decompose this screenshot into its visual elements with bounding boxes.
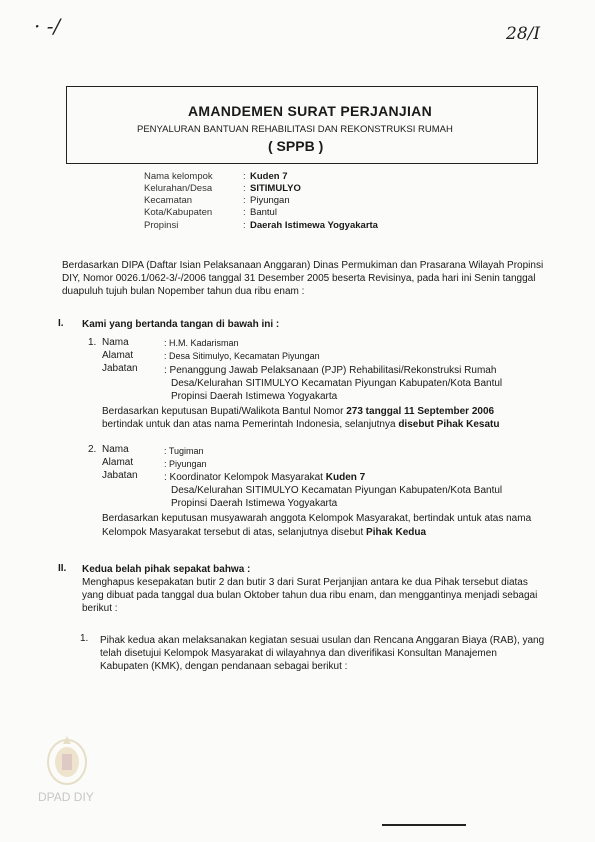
info-value-kelompok: Kuden 7 [250, 171, 288, 182]
item-text: telah disetujui Kelompok Masyarakat di wilayahnya dan diverifikasi Konsultan Manajemen [100, 648, 497, 659]
field-label: Nama [102, 444, 129, 455]
field-label: Alamat [102, 350, 134, 361]
handwritten-page-number: 28/I [506, 24, 541, 44]
party2-position: Propinsi Daerah Istimewa Yogyakarta [171, 498, 338, 509]
party1-basis-text: Berdasarkan keputusan Bupati/Walikota Bantul Nomor [102, 406, 347, 417]
seal-watermark-icon [44, 732, 90, 788]
info-label: Kota/Kabupaten [144, 207, 213, 218]
info-label: Kelurahan/Desa [144, 183, 213, 194]
party2-basis-text: Kelompok Masyarakat tersebut di atas, selanjutnya disebut [102, 527, 367, 538]
info-value-kabupaten: Bantul [250, 207, 277, 218]
document-subtitle: PENYALURAN BANTUAN REHABILITASI DAN REKONSTRUKSI RUMAH [137, 124, 453, 135]
party1-name: : H.M. Kadarisman [164, 338, 239, 348]
party1-decree: 273 tanggal 11 September 2006 [346, 406, 495, 417]
info-colon: : [243, 195, 246, 206]
party2-group: Kuden 7 [325, 472, 366, 483]
item-number: 1. [80, 633, 89, 644]
section-number: I. [58, 318, 64, 329]
party2-address: : Piyungan [164, 459, 207, 469]
party1-address: : Desa Sitimulyo, Kecamatan Piyungan [164, 351, 320, 361]
party2-basis: Berdasarkan keputusan musyawarah anggota Kelompok Masyarakat, bertindak untuk atas nama [102, 513, 532, 524]
party1-position: : Penanggung Jawab Pelaksanaan (PJP) Rehabilitasi/Rekonstruksi Rumah [164, 365, 497, 376]
party2-designation: Pihak Kedua [366, 527, 427, 538]
field-label: Nama [102, 337, 129, 348]
bottom-line [382, 824, 466, 826]
party-number: 1. [88, 337, 97, 348]
info-value-kecamatan: Piyungan [250, 195, 290, 206]
section-number: II. [58, 563, 67, 574]
item-text: Pihak kedua akan melaksanakan kegiatan sesuai usulan dan Rencana Anggaran Biaya (RAB), yang [100, 635, 545, 646]
party1-position: Propinsi Daerah Istimewa Yogyakarta [171, 391, 338, 402]
section2-body: Menghapus kesepakatan butir 2 dan butir 3 dari Surat Perjanjian antara ke dua Pihak tersebut diatas [82, 577, 528, 588]
intro-line: DIY, Nomor 0026.1/062-3/-/2006 tanggal 31 Desember 2005 beserta Revisinya, pada hari ini Senin tanggal [62, 273, 536, 284]
section-heading: Kami yang bertanda tangan di bawah ini : [82, 319, 280, 330]
party-number: 2. [88, 444, 97, 455]
item-text: Kabupaten (KMK), dengan pendanaan sebagai berikut : [100, 661, 348, 672]
info-value-propinsi: Daerah Istimewa Yogyakarta [250, 220, 378, 231]
intro-line: Berdasarkan DIPA (Daftar Isian Pelaksanaan Anggaran) Dinas Permukiman dan Prasarana Wilayah Propinsi [62, 260, 544, 271]
party2-position: Desa/Kelurahan SITIMULYO Kecamatan Piyungan Kabupaten/Kota Bantul [171, 485, 503, 496]
info-colon: : [243, 183, 246, 194]
intro-line: duapuluh tujuh bulan Nopember tahun dua ribu enam : [62, 286, 305, 297]
info-value-desa: SITIMULYO [250, 183, 301, 194]
party1-basis-text: bertindak untuk dan atas nama Pemerintah Indonesia, selanjutnya [102, 419, 399, 430]
party2-name: : Tugiman [164, 446, 204, 456]
party1-position: Desa/Kelurahan SITIMULYO Kecamatan Piyungan Kabupaten/Kota Bantul [171, 378, 503, 389]
party1-designation: disebut Pihak Kesatu [398, 419, 500, 430]
info-label: Kecamatan [144, 195, 193, 206]
section-heading: Kedua belah pihak sepakat bahwa : [82, 564, 251, 575]
document-title: AMANDEMEN SURAT PERJANJIAN [188, 103, 433, 119]
document-code: ( SPPB ) [268, 138, 324, 154]
info-colon: : [243, 220, 246, 231]
info-colon: : [243, 171, 246, 182]
party1-basis [102, 418, 499, 431]
section2-body: berikut : [82, 603, 118, 614]
handwritten-mark-left: · -/ [34, 14, 61, 38]
watermark-text: DPAD DIY [38, 790, 94, 804]
info-label: Propinsi [144, 220, 179, 231]
party2-position-text: : Koordinator Kelompok Masyarakat [164, 472, 326, 483]
info-label: Nama kelompok [144, 171, 213, 182]
field-label: Alamat [102, 457, 134, 468]
info-colon: : [243, 207, 246, 218]
party2-position [164, 471, 365, 484]
field-label: Jabatan [102, 470, 138, 481]
party2-basis [102, 526, 426, 539]
field-label: Jabatan [102, 363, 138, 374]
section2-body: yang dibuat pada tanggal dua bulan Oktober tahun dua ribu enam, dan menggantinya menjadi sebagai [82, 590, 538, 601]
party1-basis [102, 405, 494, 418]
